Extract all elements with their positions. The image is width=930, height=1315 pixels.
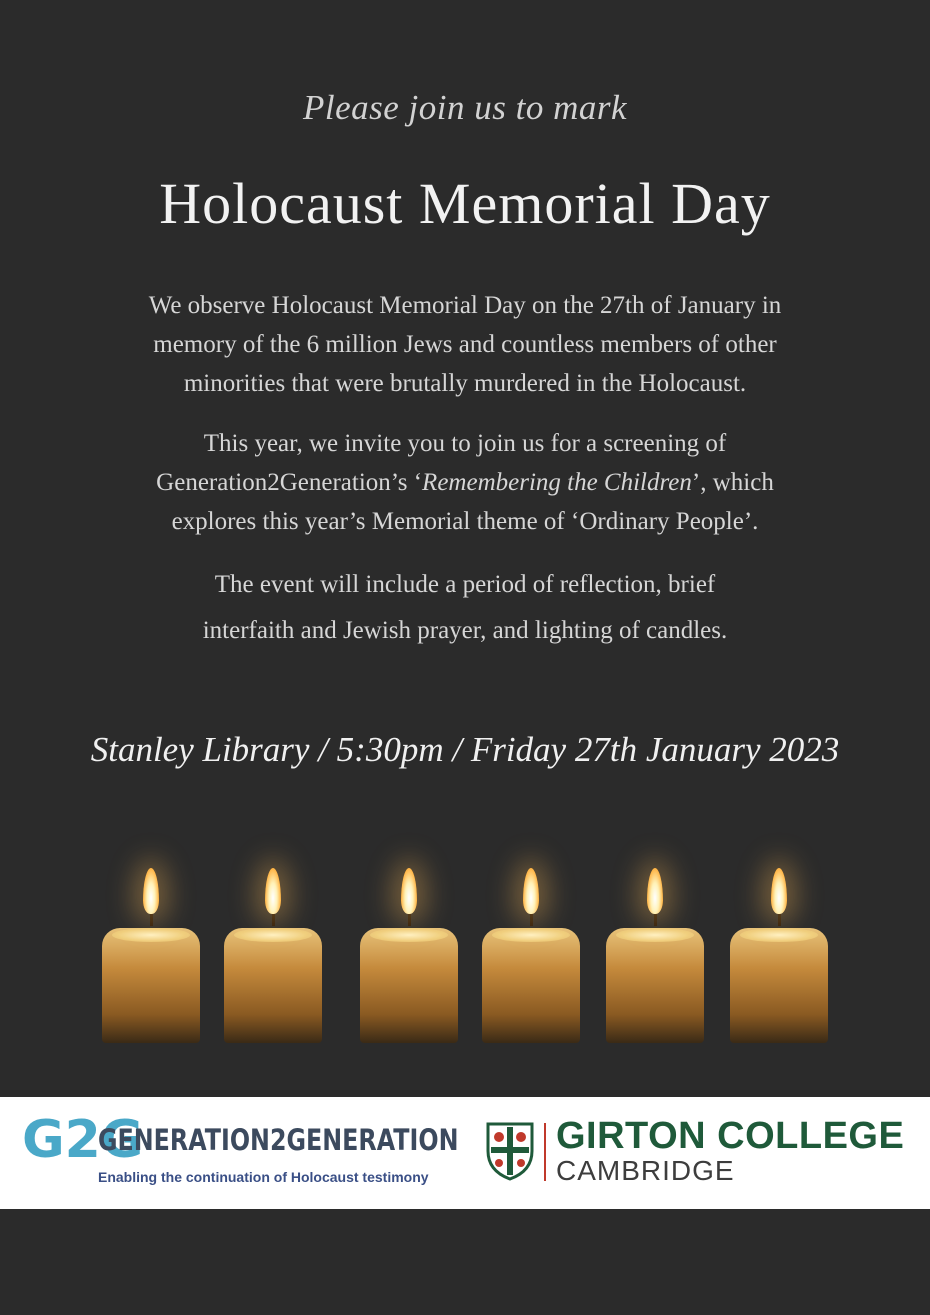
candle [482,928,580,1043]
flame [143,868,159,914]
flame [771,868,787,914]
g2g-name: GENERATION2GENERATION [98,1123,459,1157]
wick [408,912,411,926]
paragraph-line: This year, we invite you to join us for a screening of [203,430,727,457]
girton-name: GIRTON COLLEGE [556,1115,905,1157]
g2g-tagline: Enabling the continuation of Holocaust testimony [98,1169,429,1185]
paragraph-line: minorities that were brutally murdered in the Holocaust. [183,370,747,397]
wick [778,912,781,926]
paragraph-line [70,463,860,502]
event-details: Stanley Library / 5:30pm / Friday 27th January 2023 [90,730,840,769]
film-title: Remembering the Children [422,469,692,496]
candle [730,928,828,1043]
paragraph-observance [70,286,860,403]
wick [654,912,657,926]
wick [530,912,533,926]
g2g-logo [22,1105,144,1170]
flame [401,868,417,914]
candle [606,928,704,1043]
paragraph-event [70,562,860,654]
paragraph-line: memory of the 6 million Jews and countless members of other [153,331,777,358]
flame [647,868,663,914]
girton-crest-icon [485,1121,535,1181]
paragraph-line: explores this year’s Memorial theme of ‘Ordinary People’. [171,508,759,535]
flame [523,868,539,914]
sponsor-band [0,1097,930,1209]
g2g-logo-mark [22,1105,144,1170]
text-fragment: ’, which [691,469,774,496]
candle [102,928,200,1043]
paragraph-line: We observe Holocaust Memorial Day on the 27th of January in [148,292,782,319]
candles-image [88,858,838,1048]
page-title: Holocaust Memorial Day [159,171,771,236]
text-fragment: Generation2Generation’s ‘ [156,469,423,496]
girton-divider [544,1123,546,1181]
g2g-logo-text: G2G [22,1110,144,1170]
girton-subtitle: CAMBRIDGE [556,1155,735,1186]
wick [150,912,153,926]
flame [265,868,281,914]
paragraph-screening [70,424,860,541]
candle [224,928,322,1043]
paragraph-line: The event will include a period of reflection, brief [214,571,716,598]
intro-line: Please join us to mark [302,88,628,127]
candle [360,928,458,1043]
paragraph-line: interfaith and Jewish prayer, and lighting of candles. [202,617,728,644]
wick [272,912,275,926]
